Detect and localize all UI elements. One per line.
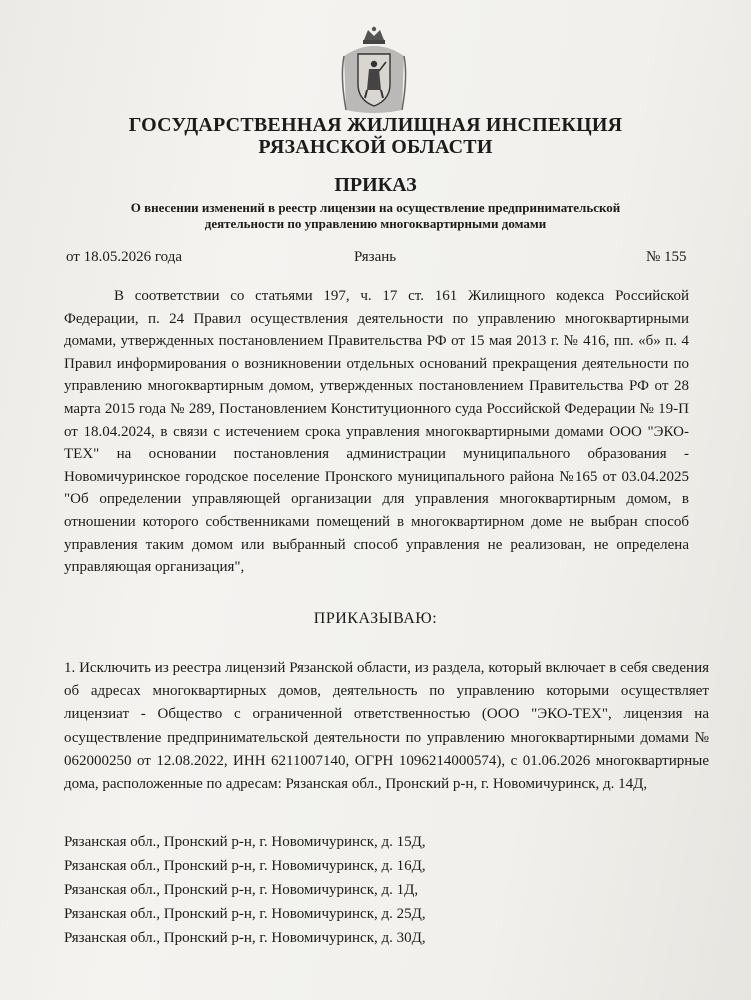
order-subject-line: деятельности по управлению многоквартирными домами (204, 216, 547, 231)
order-date: от 18.05.2026 года (66, 249, 182, 265)
order-item-1: 1. Исключить из реестра лицензий Рязанской области, из раздела, который включает в себя сведения об адресах многоквартирных домов, деятельность по управлению которыми осуществляет лицензиат - Общество с ограниченной ответственностью (ООО "ЭКО-ТЕХ", лицензия на осуществление предпринимательской деятельности по управлению многоквартирными домами № 062000250 от 12.08.2022, ИНН 6211007140, ОГРН 1096214000574), с 01.06.2026 многоквартирные дома, расположенные по адресам: Рязанская обл., Пронский р-н, г. Новомичуринск, д. 14Д, (64, 660, 709, 793)
address-item: Рязанская обл., Пронский р-н, г. Новомичуринск, д. 1Д, (64, 882, 419, 898)
address-item: Рязанская обл., Пронский р-н, г. Новомичуринск, д. 25Д, (64, 906, 426, 922)
organization-region: РЯЗАНСКОЙ ОБЛАСТИ (258, 136, 493, 158)
issuing-organization (0, 114, 751, 158)
address-item: Рязанская обл., Пронский р-н, г. Новомичуринск, д. 15Д, (64, 834, 426, 850)
order-subject (60, 200, 691, 232)
order-subject-line: О внесении изменений в реестр лицензии на осуществление предпринимательской (130, 200, 621, 215)
address-item: Рязанская обл., Пронский р-н, г. Новомичуринск, д. 16Д, (64, 858, 426, 874)
preamble-paragraph: В соответствии со статьями 197, ч. 17 ст. 161 Жилищного кодекса Российской Федерации, п. 24 Правил осуществления деятельности по управлению многоквартирными домами, утвержденных постановлением Правительства РФ от 15 мая 2013 г. № 416, пп. «б» п. 4 Правил информирования о возникновении отдельных оснований прекращения деятельности по управлению многоквартирным домом, утвержденных постановлением Правительства РФ от 28 марта 2015 года № 289, Постановлением Конституционного суда Российской Федерации № 19-П от 18.04.2024, в связи с истечением срока управления многоквартирными домами ООО "ЭКО-ТЕХ" на основании постановления администрации муниципального образования - Новомичуринское городское поселение Пронского муниципального района №165 от 03.04.2025 "Об определении управляющей организации для управления многоквартирным домом, в отношении которого собственниками помещений в многоквартирном доме не выбран способ управления таким домом или выбранный способ управления не реализован, не определена управляющая организация", (64, 288, 689, 576)
address-item: Рязанская обл., Пронский р-н, г. Новомичуринск, д. 30Д, (64, 930, 426, 946)
order-title: ПРИКАЗ (334, 174, 417, 196)
order-number: № 155 (646, 249, 687, 265)
organization-name: ГОСУДАРСТВЕННАЯ ЖИЛИЩНАЯ ИНСПЕКЦИЯ (128, 114, 623, 136)
order-city: Рязань (354, 249, 397, 265)
decree-heading: ПРИКАЗЫВАЮ: (313, 610, 438, 627)
address-list (64, 830, 426, 950)
coat-of-arms-icon (338, 26, 410, 114)
